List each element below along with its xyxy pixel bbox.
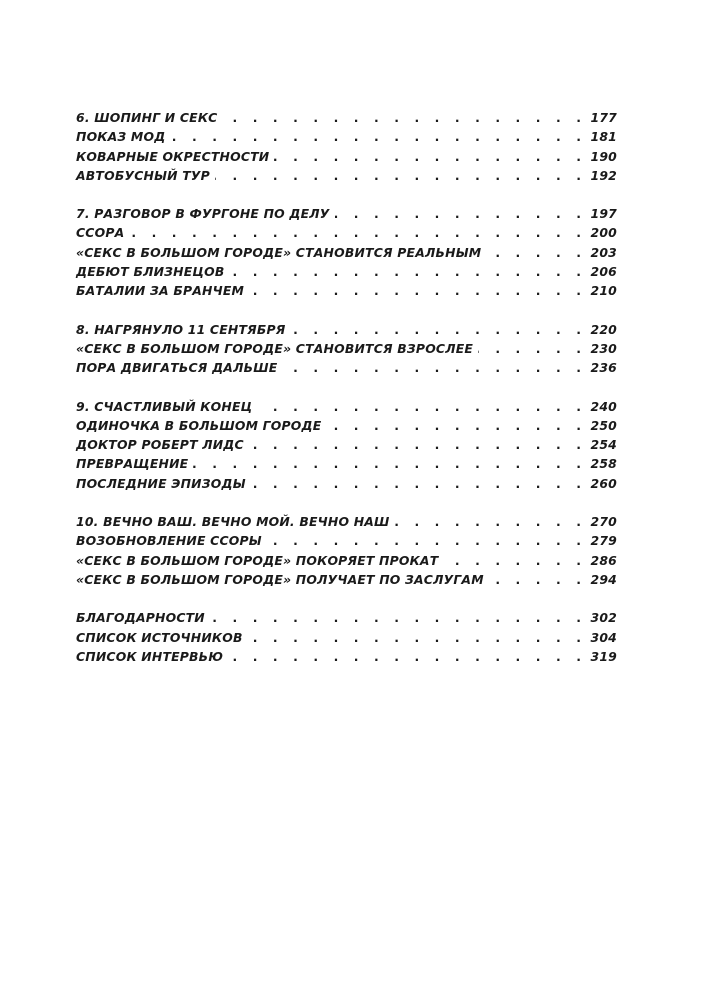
dot-leader (443, 551, 586, 570)
toc-entry-title: «СЕКС В БОЛЬШОМ ГОРОДЕ» СТАНОВИТСЯ РЕАЛЬНЫМ (76, 244, 482, 260)
toc-entry (76, 647, 617, 666)
dot-leader (395, 512, 587, 531)
dot-leader (257, 397, 586, 416)
toc-entry (76, 358, 617, 377)
toc-entry-title: ПОСЛЕДНИЕ ЭПИЗОДЫ (76, 475, 246, 491)
toc-section (76, 204, 617, 300)
toc-entry (76, 262, 617, 281)
toc-entry-title: 6. ШОПИНГ И СЕКС (76, 110, 218, 125)
toc-entry (76, 512, 617, 531)
toc-entry-page-number: 206 (590, 264, 617, 280)
toc-entry (76, 204, 617, 223)
dot-leader (215, 166, 587, 185)
dot-leader (274, 147, 586, 166)
dot-leader (251, 474, 587, 493)
toc-entry (76, 608, 617, 627)
toc-entry-title: СПИСОК ИСТОЧНИКОВ (76, 629, 243, 645)
toc-entry-page-number: 250 (590, 417, 617, 433)
toc-entry-page-number: 270 (590, 514, 617, 530)
dot-leader (267, 531, 587, 550)
toc-entry (76, 339, 617, 358)
toc-entry-title: БАТАЛИИ ЗА БРАНЧЕМ (76, 283, 245, 299)
toc-entry-title: АВТОБУСНЫЙ ТУР (76, 167, 210, 183)
toc-entry-page-number: 319 (590, 648, 617, 664)
toc-entry (76, 551, 617, 570)
toc-entry (76, 570, 617, 589)
toc-entry-title: 7. РАЗГОВОР В ФУРГОНЕ ПО ДЕЛУ (76, 206, 330, 222)
toc-section (76, 397, 617, 493)
dot-leader (249, 435, 587, 454)
toc-entry-page-number: 210 (590, 283, 617, 299)
dot-leader (222, 108, 586, 127)
toc-entry-page-number: 286 (590, 552, 617, 568)
toc-entry-page-number: 192 (590, 167, 617, 183)
toc-entry-page-number: 302 (590, 610, 617, 626)
dot-leader (229, 262, 586, 281)
toc-entry-page-number: 260 (590, 475, 617, 491)
toc-entry-title: ПОКАЗ МОД (76, 129, 166, 145)
toc-entry-title: 10. ВЕЧНО ВАШ. ВЕЧНО МОЙ. ВЕЧНО НАШ (76, 514, 390, 530)
toc-entry-title: 9. СЧАСТЛИВЫЙ КОНЕЦ (76, 398, 253, 414)
toc-entry (76, 108, 617, 127)
toc-entry-title: ПРЕВРАЩЕНИЕ (76, 456, 189, 472)
toc-entry (76, 416, 617, 435)
dot-leader (193, 454, 586, 473)
dot-leader (291, 320, 587, 339)
toc-entry (76, 454, 617, 473)
toc-entry-title: ССОРА (76, 225, 125, 241)
toc-entry-page-number: 190 (590, 148, 617, 164)
toc-entry (76, 223, 617, 242)
toc-entry-title: ОДИНОЧКА В БОЛЬШОМ ГОРОДЕ (76, 417, 322, 433)
dot-leader (228, 647, 586, 666)
toc-entry-page-number: 258 (590, 456, 617, 472)
toc-entry-page-number: 220 (590, 321, 617, 337)
dot-leader (210, 608, 587, 627)
toc-entry-page-number: 240 (590, 398, 617, 414)
dot-leader (335, 204, 587, 223)
toc-entry (76, 628, 617, 647)
toc-entry-title: ВОЗОБНОВЛЕНИЕ ССОРЫ (76, 533, 262, 549)
toc-entry-page-number: 200 (590, 225, 617, 241)
toc-section (76, 512, 617, 589)
dot-leader (486, 243, 586, 262)
dot-leader (170, 127, 586, 146)
toc-entry (76, 320, 617, 339)
dot-leader (129, 223, 586, 242)
toc-entry (76, 166, 617, 185)
toc-entry-page-number: 181 (590, 129, 617, 145)
toc-entry (76, 531, 617, 550)
toc-entry-page-number: 197 (590, 206, 617, 222)
toc-entry (76, 281, 617, 300)
toc-entry-title: БЛАГОДАРНОСТИ (76, 610, 205, 626)
toc-entry (76, 243, 617, 262)
toc-entry-title: «СЕКС В БОЛЬШОМ ГОРОДЕ» ПОКОРЯЕТ ПРОКАТ (76, 552, 439, 568)
toc-entry-title: СПИСОК ИНТЕРВЬЮ (76, 648, 224, 664)
dot-leader (326, 416, 586, 435)
toc-entry-page-number: 254 (590, 437, 617, 453)
toc-entry (76, 397, 617, 416)
toc-entry-title: ПОРА ДВИГАТЬСЯ ДАЛЬШЕ (76, 360, 278, 376)
toc-entry (76, 127, 617, 146)
toc-entry-page-number: 236 (590, 360, 617, 376)
toc-entry-page-number: 294 (590, 571, 617, 587)
toc-entry-page-number: 304 (590, 629, 617, 645)
toc-entry-page-number: 230 (590, 340, 617, 356)
toc-entry (76, 435, 617, 454)
dot-leader (248, 628, 587, 647)
toc-entry-title: ДЕБЮТ БЛИЗНЕЦОВ (76, 264, 225, 280)
dot-leader (478, 339, 586, 358)
toc-section (76, 320, 617, 378)
toc-entry-title: «СЕКС В БОЛЬШОМ ГОРОДЕ» ПОЛУЧАЕТ ПО ЗАСЛУГАМ (76, 571, 484, 587)
toc-entry-title: «СЕКС В БОЛЬШОМ ГОРОДЕ» СТАНОВИТСЯ ВЗРОСЛЕЕ (76, 340, 474, 356)
toc-section (76, 608, 617, 666)
dot-leader (489, 570, 587, 589)
toc-entry-page-number: 177 (590, 110, 617, 125)
table-of-contents (76, 108, 617, 685)
toc-entry-title: КОВАРНЫЕ ОКРЕСТНОСТИ (76, 148, 270, 164)
toc-entry-title: 8. НАГРЯНУЛО 11 СЕНТЯБРЯ (76, 321, 286, 337)
toc-entry-page-number: 279 (590, 533, 617, 549)
toc-entry (76, 474, 617, 493)
toc-entry-page-number: 203 (590, 244, 617, 260)
toc-entry (76, 147, 617, 166)
toc-entry-title: ДОКТОР РОБЕРТ ЛИДС (76, 437, 244, 453)
dot-leader (282, 358, 586, 377)
dot-leader (249, 281, 587, 300)
toc-section (76, 108, 617, 185)
